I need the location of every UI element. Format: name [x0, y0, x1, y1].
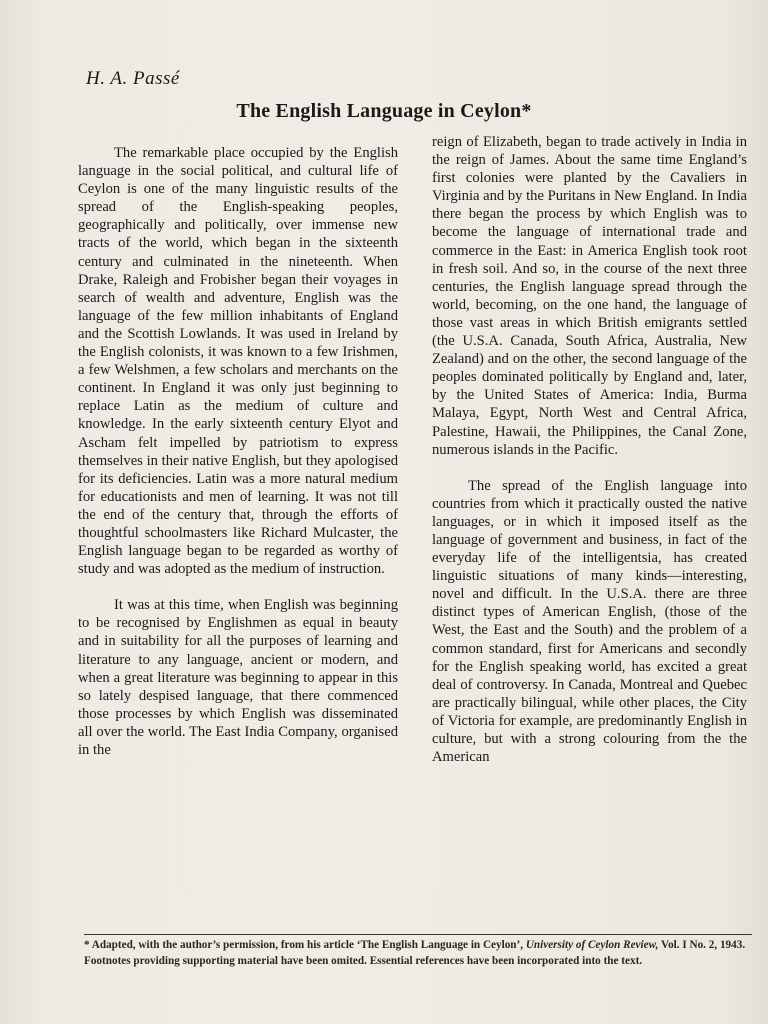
author-name: H. A. Passé: [86, 68, 180, 89]
footnote-text-continued: Vol. I No. 2, 1943. Footnotes providing supporting material have been omited. Essential references have been incorporated into the text.: [84, 939, 746, 967]
footnote: [84, 938, 754, 969]
article-title: The English Language in Ceylon*: [236, 100, 532, 122]
paragraph: It was at this time, when English was beginning to be recognised by Englishmen as equal in beauty and in suitability for all the purposes of learning and literature to any language, ancient or modern, and when a great literature was beginning to appear in this so lately despised language, that there commenced those processes by which English was disseminated all over the world. The East India Company, organised in the: [78, 597, 398, 758]
footnote-text: * Adapted, with the author’s permission, from his article ‘The English Language in Ceylon’,: [84, 939, 526, 951]
left-column: [78, 144, 398, 759]
right-column: [432, 133, 747, 766]
paragraph: The remarkable place occupied by the English language in the social political, and cultural life of Ceylon is one of the many linguistic results of the spread of the English-speaking peoples, geographically and politically, over immense new tracts of the world, which began in the sixteenth century and culminated in the nineteenth. When Drake, Raleigh and Frobisher began their voyages in search of wealth and adventure, English was the language of the few million inhabitants of England and the Scottish Lowlands. It was used in Ireland by the English colonists, it was known to a few Irishmen, a few Welshmen, a few scholars and merchants on the continent. In England it was only just beginning to replace Latin as the medium of culture and knowledge. In the early sixteenth century Elyot and Ascham felt impelled by patriotism to express themselves in their native English, but they apologised for its deficiencies. Latin was a more natural medium for educationists and men of learning. It was not till the end of the century that, through the efforts of thoughtful schoolmasters like Richard Mulcaster, the English language began to be regarded as worthy of study and was adopted as the medium of instruction.: [78, 145, 398, 578]
footnote-journal: University of Ceylon Review,: [525, 939, 659, 951]
paragraph: The spread of the English language into countries from which it practically ousted the native languages, or in which it imposed itself as the language of government and business, in fact of the everyday life of the intelligentsia, has created linguistic situations of many kinds—interesting, novel and difficult. In the U.S.A. there are three distinct types of American English, (those of the West, the East and the South) and the problem of a common standard, first for Americans and secondly for the English speaking world, has excited a great deal of controversy. In Canada, Montreal and Quebec are practically bilingual, while other places, the City of Victoria for example, are predominantly English in culture, but with a strong colouring from the the American: [432, 477, 747, 766]
paragraph: reign of Elizabeth, began to trade actively in India in the reign of James. About the same time England’s first colonies were planted by the Cavaliers in Virginia and by the Puritans in New England. In India there began the process by which English was to become the language of international trade and commerce in the East: in America English took root in fresh soil. And so, in the course of the next three centuries, the English language spread through the world, becoming, on the one hand, the language of those vast areas in which British emigrants settled (the U.S.A. Canada, South Africa, Australia, New Zealand) and on the other, the second language of the peoples dominated politically by England and, later, by the United States of America: India, Burma Malaya, Egypt, North West and Central Africa, Palestine, Hawaii, the Philippines, the Canal Zone, numerous islands in the Pacific.: [432, 134, 747, 458]
footnote-divider: [84, 934, 752, 935]
